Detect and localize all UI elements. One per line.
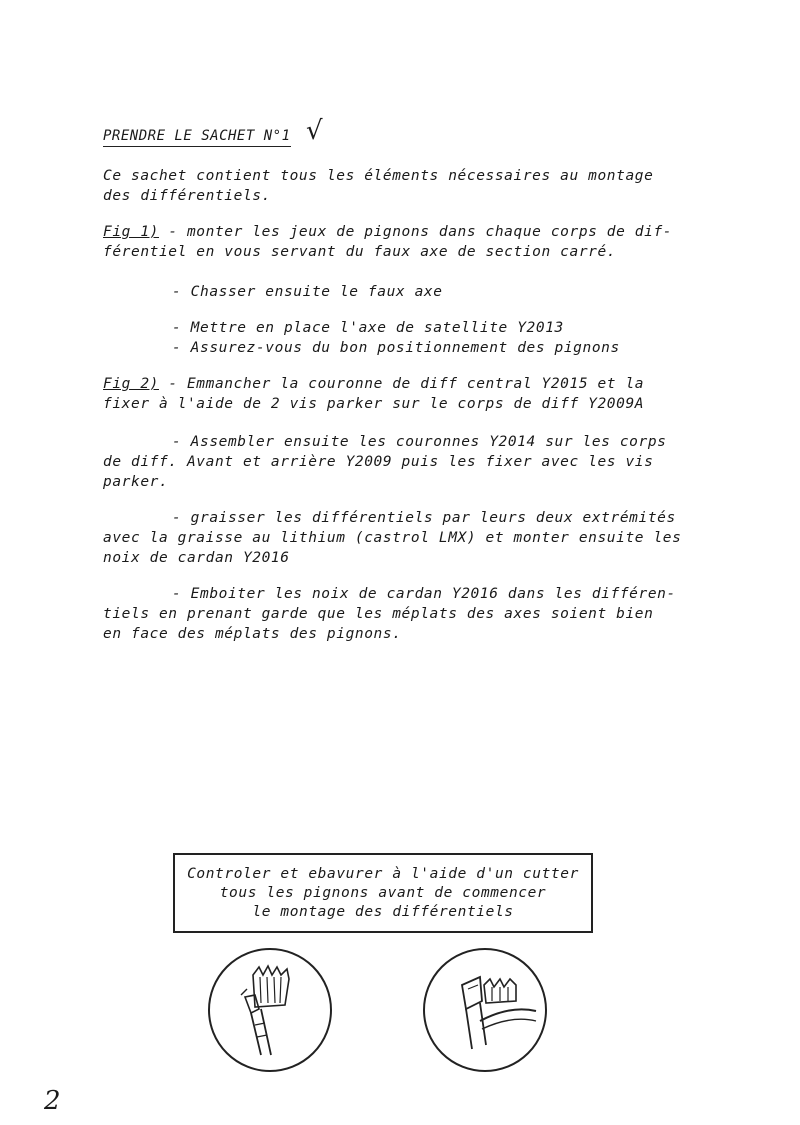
page-number: 2 (44, 1086, 61, 1116)
notice-line-1: Controler et ebavurer à l'aide d'un cutter (187, 865, 579, 882)
grease-line-3: noix de cardan Y2016 (103, 550, 290, 566)
fig1-line-2: férentiel en vous servant du faux axe de section carré. (103, 244, 617, 260)
fig1-step-1: - Chasser ensuite le faux axe (172, 284, 443, 300)
cutter-on-gear-icon (420, 945, 550, 1075)
notice-box (173, 853, 593, 933)
intro-line-1: Ce sachet contient tous les éléments nécessaires au montage (103, 168, 654, 184)
fig1-step-2: - Mettre en place l'axe de satellite Y2013 (172, 320, 564, 336)
fig1-text-1: - monter les jeux de pignons dans chaque corps de dif- (158, 224, 673, 240)
notice-line-2: tous les pignons avant de commencer (219, 884, 547, 901)
assemble-line-1: - Assembler ensuite les couronnes Y2014 sur les corps (172, 434, 667, 450)
fit-line-3: en face des méplats des pignons. (103, 626, 402, 642)
fig2-line-1 (103, 374, 644, 394)
notice-line-3: le montage des différentiels (252, 903, 514, 920)
intro-line-2: des différentiels. (103, 188, 271, 204)
fig2-line-2: fixer à l'aide de 2 vis parker sur le corps de diff Y2009A (103, 396, 645, 412)
section-heading: PRENDRE LE SACHET N°1 (103, 128, 291, 147)
fig2-label: Fig 2) (103, 376, 159, 392)
grease-line-1: - graisser les différentiels par leurs deux extrémités (172, 510, 676, 526)
fig2-text-1: - Emmancher la couronne de diff central Y2015 et la (158, 376, 645, 392)
fit-line-2: tiels en prenant garde que les méplats des axes soient bien (103, 606, 654, 622)
assemble-line-2: de diff. Avant et arrière Y2009 puis les fixer avec les vis (103, 454, 654, 470)
check-mark-icon: √ (306, 116, 323, 146)
assemble-line-3: parker. (103, 474, 169, 490)
grease-line-2: avec la graisse au lithium (castrol LMX) et monter ensuite les (103, 530, 682, 546)
fig1-label: Fig 1) (103, 224, 159, 240)
hand-trimming-gear-icon (205, 945, 335, 1075)
fig1-step-3: - Assurez-vous du bon positionnement des pignons (172, 340, 620, 356)
fit-line-1: - Emboiter les noix de cardan Y2016 dans les différen- (172, 586, 676, 602)
fig1-line-1 (103, 222, 672, 242)
